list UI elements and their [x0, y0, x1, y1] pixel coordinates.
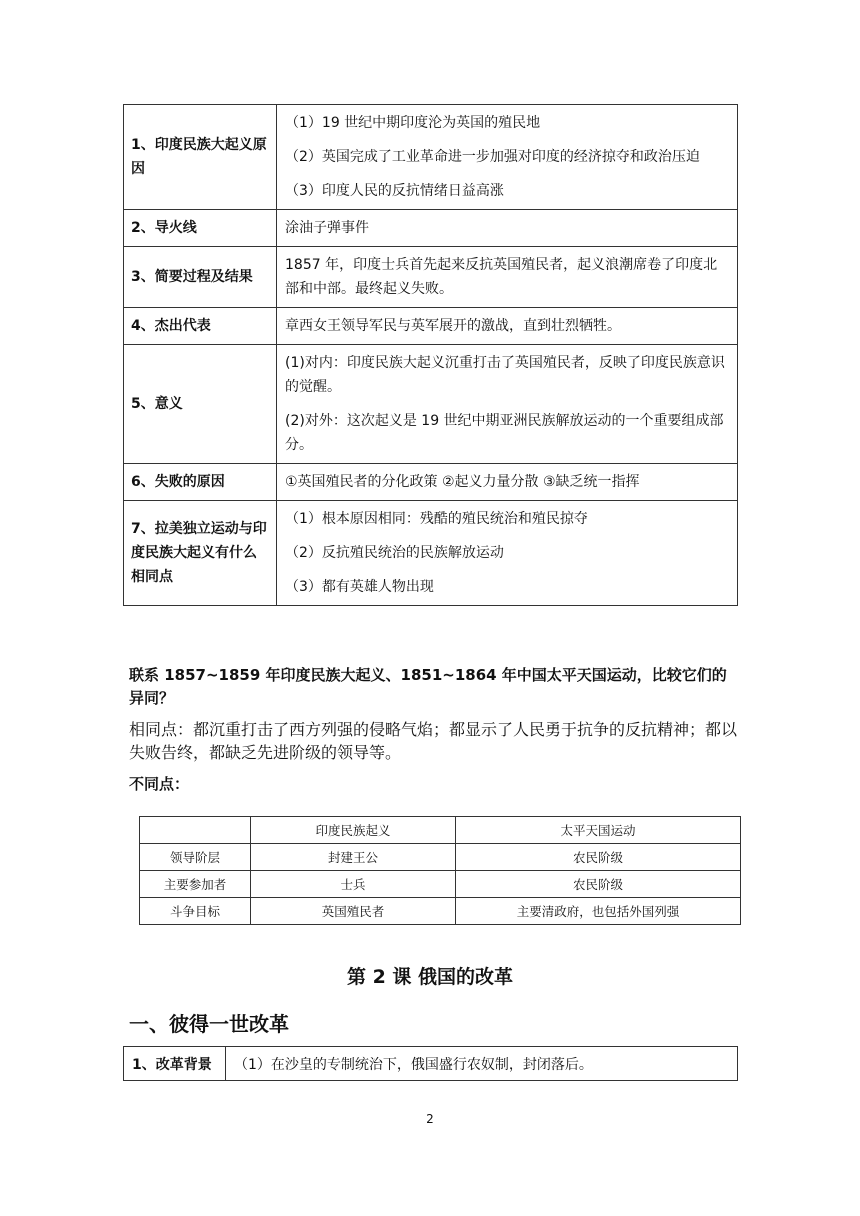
row-value-line: （3）印度人民的反抗情绪日益高涨	[285, 183, 504, 199]
row-value	[277, 247, 738, 308]
row-value-line: （1）19 世纪中期印度沦为英国的殖民地	[285, 115, 541, 131]
comparison-header-row	[140, 817, 741, 844]
row-key: 1、印度民族大起义原因	[124, 105, 277, 210]
comparison-cell: 领导阶层	[140, 844, 251, 871]
row-value-line: ①英国殖民者的分化政策 ②起义力量分散 ③缺乏统一指挥	[285, 474, 640, 490]
comparison-cell: 主要清政府，也包括外国列强	[456, 898, 741, 925]
row-value-line: 1857 年，印度士兵首先起来反抗英国殖民者，起义浪潮席卷了印度北部和中部。最终起义失败。	[285, 257, 718, 297]
row-value-line: （3）都有英雄人物出现	[285, 579, 434, 595]
reform-table	[123, 1046, 738, 1081]
similarities-paragraph: 相同点：都沉重打击了西方列强的侵略气焰；都显示了人民勇于抗争的反抗精神；都以失败告终，都缺乏先进阶级的领导等。	[129, 720, 738, 762]
row-value: （1）在沙皇的专制统治下，俄国盛行农奴制，封闭落后。	[226, 1047, 738, 1081]
row-key: 3、简要过程及结果	[124, 247, 277, 308]
row-key: 5、意义	[124, 345, 277, 464]
row-key: 2、导火线	[124, 210, 277, 247]
page-number: 2	[426, 1112, 434, 1126]
table-row	[124, 345, 738, 464]
lesson-title: 第 2 课 俄国的改革	[346, 966, 514, 988]
row-value-line: （1）根本原因相同：残酷的殖民统治和殖民掠夺	[285, 511, 588, 527]
comparison-table	[139, 816, 741, 925]
table-row	[124, 501, 738, 606]
row-value-line: 涂油子弹事件	[285, 220, 369, 236]
table-row	[124, 1047, 738, 1081]
table-row	[124, 247, 738, 308]
uprising-table-body	[124, 105, 738, 606]
row-value	[277, 308, 738, 345]
row-key: 7、拉美独立运动与印度民族大起义有什么相同点	[124, 501, 277, 606]
row-value-line: (2)对外：这次起义是 19 世纪中期亚洲民族解放运动的一个重要组成部分。	[285, 413, 724, 453]
row-key: 4、杰出代表	[124, 308, 277, 345]
comparison-cell: 太平天国运动	[456, 817, 741, 844]
comparison-row	[140, 898, 741, 925]
row-value	[277, 210, 738, 247]
comparison-cell: 主要参加者	[140, 871, 251, 898]
comparison-question: 联系 1857~1859 年印度民族大起义、1851~1864 年中国太平天国运动，比较它们的异同？	[129, 666, 727, 707]
section-title: 一、彼得一世改革	[129, 1012, 289, 1036]
row-value	[277, 105, 738, 210]
table-row	[124, 210, 738, 247]
comparison-cell: 封建王公	[251, 844, 456, 871]
comparison-row	[140, 871, 741, 898]
row-value-line: (1)对内：印度民族大起义沉重打击了英国殖民者，反映了印度民族意识的觉醒。	[285, 355, 725, 395]
table-row	[124, 464, 738, 501]
row-value	[277, 501, 738, 606]
comparison-cell	[140, 817, 251, 844]
row-value-line: （2）英国完成了工业革命进一步加强对印度的经济掠夺和政治压迫	[285, 149, 700, 165]
row-value-line: 章西女王领导军民与英军展开的激战，直到壮烈牺牲。	[285, 318, 621, 334]
reform-table-body	[124, 1047, 738, 1081]
comparison-table-body	[140, 817, 741, 925]
comparison-cell: 斗争目标	[140, 898, 251, 925]
uprising-table	[123, 104, 738, 606]
table-row	[124, 308, 738, 345]
comparison-cell: 印度民族起义	[251, 817, 456, 844]
row-value	[277, 345, 738, 464]
row-value	[277, 464, 738, 501]
row-key: 6、失败的原因	[124, 464, 277, 501]
comparison-row	[140, 844, 741, 871]
comparison-cell: 英国殖民者	[251, 898, 456, 925]
comparison-cell: 士兵	[251, 871, 456, 898]
comparison-cell: 农民阶级	[456, 871, 741, 898]
table-row	[124, 105, 738, 210]
row-key: 1、改革背景	[124, 1047, 226, 1081]
comparison-cell: 农民阶级	[456, 844, 741, 871]
row-value-line: （2）反抗殖民统治的民族解放运动	[285, 545, 504, 561]
differences-label: 不同点：	[129, 775, 190, 793]
